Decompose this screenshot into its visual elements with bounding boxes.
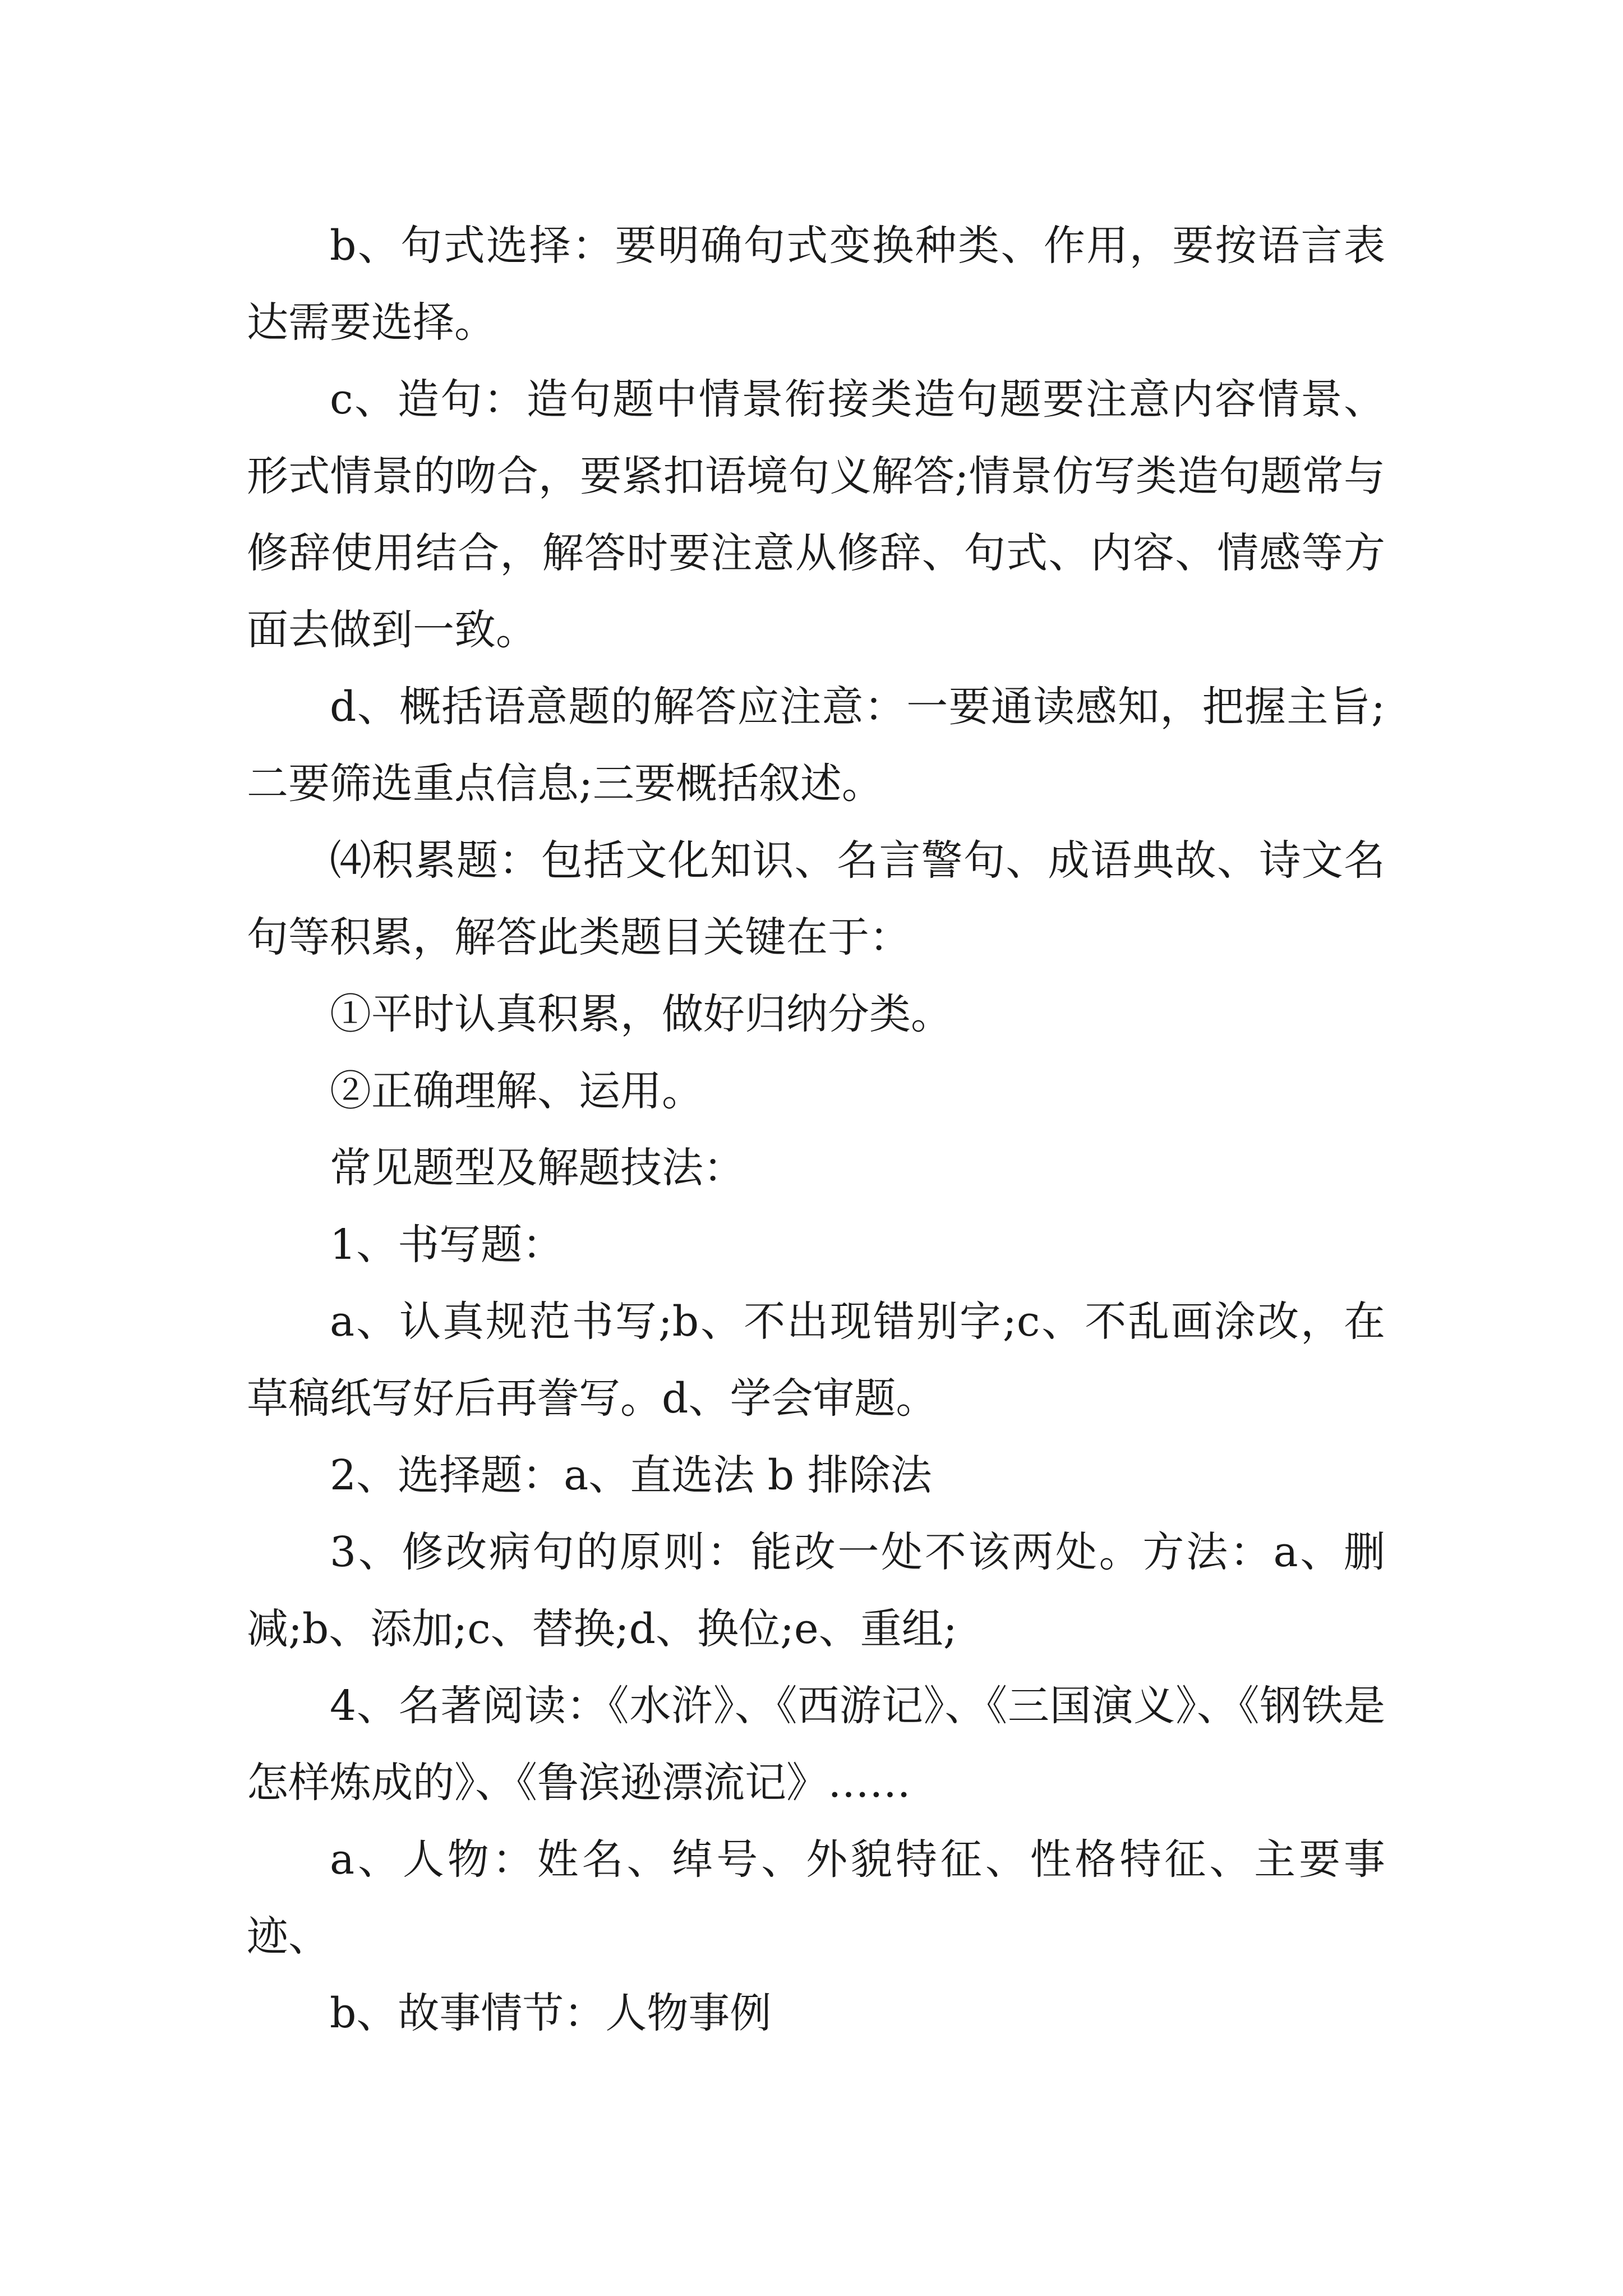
paragraph-characters: a、人物：姓名、绰号、外貌特征、性格特征、主要事迹、 — [247, 1835, 1385, 1961]
paragraph-classics-reading: 4、名著阅读：《水浒》、《西游记》、《三国演义》、《钢铁是怎样炼成的》、《鲁滨逊漂流记》…… — [247, 1682, 1385, 1807]
paragraph-sentence-correction: 3、修改病句的原则：能改一处不该两处。方法：a、删减;b、添加;c、替换;d、换位;e、重组; — [247, 1528, 1385, 1653]
paragraph-item-2: ②正确理解、运用。 — [330, 1067, 703, 1115]
section-heading-question-types: 常见题型及解题技法： — [330, 1144, 745, 1192]
paragraph-plot: b、故事情节：人物事例 — [330, 1989, 772, 2037]
paragraph-writing-details: a、认真规范书写;b、不出现错别字;c、不乱画涂改，在草稿纸写好后再誊写。d、学会审题。 — [247, 1297, 1385, 1423]
paragraph-summary: d、概括语意题的解答应注意：一要通读感知，把握主旨;二要筛选重点信息;三要概括叙述。 — [247, 683, 1385, 808]
paragraph-sentence-choice: b、句式选择：要明确句式变换种类、作用，要按语言表达需要选择。 — [247, 222, 1385, 347]
paragraph-accumulation: ⑷积累题：包括文化知识、名言警句、成语典故、诗文名句等积累，解答此类题目关键在于： — [247, 836, 1385, 961]
paragraph-writing-title: 1、书写题： — [330, 1221, 564, 1269]
paragraph-sentence-making: c、造句：造句题中情景衔接类造句题要注意内容情景、形式情景的吻合，要紧扣语境句义解答;情景仿写类造句题常与修辞使用结合，解答时要注意从修辞、句式、内容、情感等方面去做到一致。 — [247, 375, 1385, 654]
paragraph-choice-question: 2、选择题：a、直选法 b 排除法 — [330, 1451, 932, 1499]
paragraph-item-1: ①平时认真积累，做好归纳分类。 — [330, 990, 952, 1038]
document-body — [247, 208, 1385, 2052]
